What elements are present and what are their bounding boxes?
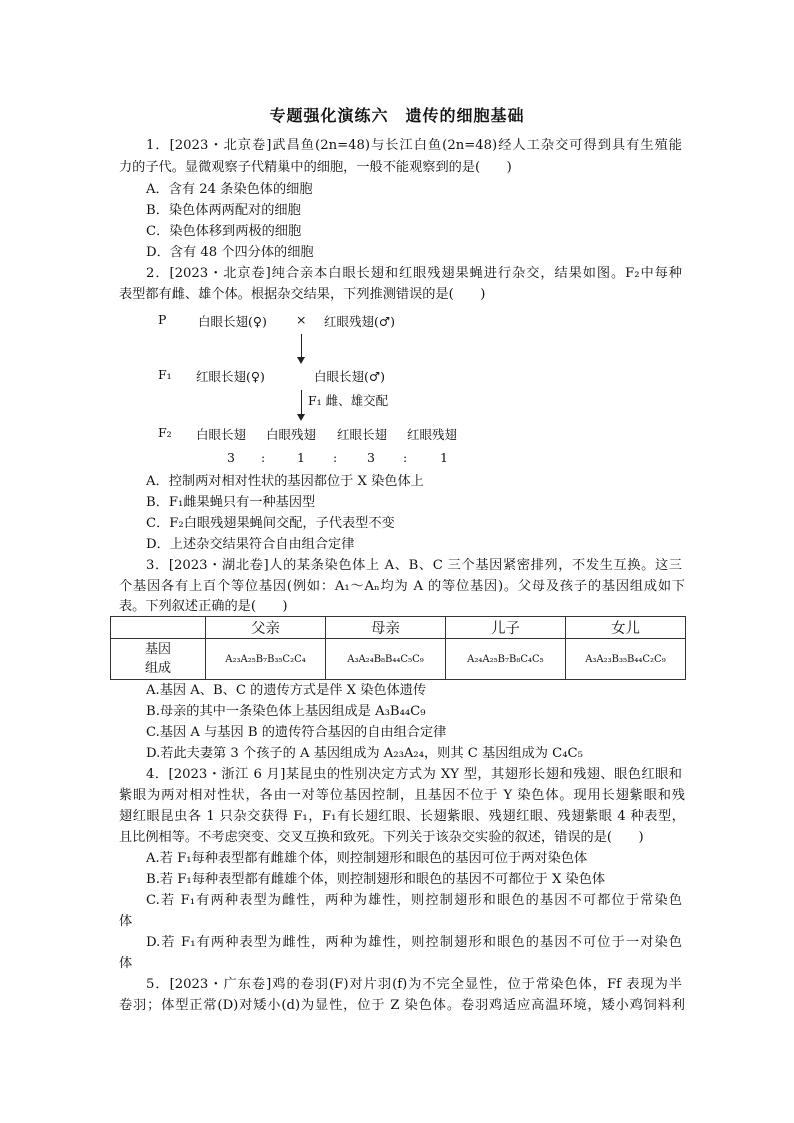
diagram-ratio-sep-2: : [333,450,338,465]
q4-option-a: A.若 F₁每种表型都有雌雄个体，则控制翅形和眼色的基因可位于两对染色体 [146,851,588,866]
cell-son-genotype: A₂₄A₂₅B₇B₈C₄C₅ [445,639,565,680]
q4-option-b: B.若 F₁每种表型都有雌雄个体，则控制翅形和眼色的基因不可都位于 X 染色体 [146,872,606,887]
q4-option-d-line1: D.若 F₁有两种表型为雌性，两种为雄性，则控制翅形和眼色的基因不可位于一对染色 [146,935,682,950]
diagram-p-female: 白眼长翅(♀) [198,314,267,329]
q4-option-c-line2: 体 [119,914,133,929]
table-row-label [111,639,206,680]
table-header-row [111,617,686,639]
genotype-table [110,616,686,680]
q4-option-c-line1: C.若 F₁有两种表型为雌性，两种为雄性，则控制翅形和眼色的基因不可都位于常染色 [146,893,682,908]
q1-option-d: D．含有 48 个四分体的细胞 [146,245,314,260]
diagram-arrow-head-2 [297,414,305,421]
q4-stem-line1: 4．[2023・浙江 6 月]某昆虫的性别决定方式为 XY 型，其翅形长翅和残翅、眼色红眼和 [146,767,682,782]
diagram-ratio-sep-3: : [403,450,408,465]
diagram-ratio-4: 1 [440,450,448,465]
q5-stem-line1: 5．[2023・广东卷]鸡的卷羽(F)对片羽(f)为不完全显性，位于常染色体，Ff 表现为半 [146,977,682,992]
cell-father-genotype: A₂₃A₂₅B₇B₃₅C₂C₄ [205,639,325,680]
diagram-arrow-head-1 [297,357,305,364]
q1-stem-line2: 力的子代。显微观察子代精巢中的细胞，一般不能观察到的是( ) [119,160,512,175]
diagram-ratio-3: 3 [367,450,375,465]
row-label-line1: 基因 [144,642,171,657]
diagram-f1-label: F₁ [158,367,172,382]
q1-option-b: B．染色体两两配对的细胞 [146,203,301,218]
table-header-empty [111,617,206,639]
table-header-mother: 母亲 [326,617,446,639]
q2-option-c: C．F₂白眼残翅果蝇间交配，子代表型不变 [146,516,395,531]
q4-option-d-line2: 体 [119,956,133,971]
diagram-arrow-line-1 [301,334,302,359]
q3-option-a: A.基因 A、B、C 的遗传方式是伴 X 染色体遗传 [146,683,427,698]
q2-option-d: D．上述杂交结果符合自由组合定律 [146,537,355,552]
row-label-line2: 组成 [144,661,171,676]
q3-stem-line2: 个基因各有上百个等位基因(例如：A₁～Aₙ均为 A 的等位基因)。父母及孩子的基因组成如下 [119,579,685,594]
q2-option-a: A．控制两对相对性状的基因都位于 X 染色体上 [146,474,424,489]
q4-stem-line4: 且比例相等。不考虑突变、交叉互换和致死。下列关于该杂交实验的叙述，错误的是( ) [119,830,644,845]
q1-option-a: A．含有 24 条染色体的细胞 [146,182,313,197]
page-title: 专题强化演练六 遗传的细胞基础 [269,106,525,125]
table-header-son: 儿子 [445,617,565,639]
cell-daughter-genotype: A₃A₂₃B₃₅B₄₄C₂C₉ [565,639,685,680]
diagram-f2-type-2: 白眼残翅 [266,427,317,442]
diagram-arrow-line-2 [301,390,302,416]
q5-stem-line2: 卷羽；体型正常(D)对矮小(d)为显性，位于 Z 染色体。卷羽鸡适应高温环境，矮小鸡饲料利 [119,998,685,1013]
q3-option-b: B.母亲的其中一条染色体上基因组成是 A₃B₄₄C₉ [146,704,426,719]
q2-stem-line1: 2．[2023・北京卷]纯合亲本白眼长翅和红眼残翅果蝇进行杂交，结果如图。F₂中每种 [146,266,682,281]
q3-option-d: D.若此夫妻第 3 个孩子的 A 基因组成为 A₂₃A₂₄，则其 C 基因组成为 C₄C₅ [146,746,583,761]
diagram-cross-symbol: × [296,312,307,327]
diagram-f2-type-3: 红眼长翅 [337,427,388,442]
q3-option-c: C.基因 A 与基因 B 的遗传符合基因的自由组合定律 [146,725,447,740]
q4-stem-line3: 翅红眼昆虫各 1 只杂交获得 F₁，F₁有长翅红眼、长翅紫眼、残翅红眼、残翅紫眼 4 种表型， [119,809,685,824]
table-row [111,639,686,680]
diagram-p-label: P [158,312,167,327]
q2-option-b: B．F₁雌果蝇只有一种基因型 [146,495,316,510]
diagram-ratio-1: 3 [227,450,235,465]
diagram-f1-male: 白眼长翅(♂) [314,369,385,384]
q3-stem-line3: 表。下列叙述正确的是( ) [119,599,288,614]
diagram-p-male: 红眼残翅(♂) [324,314,395,329]
diagram-f1-mating-note: F₁ 雌、雄交配 [308,393,389,408]
diagram-ratio-2: 1 [297,450,305,465]
table-header-father: 父亲 [205,617,325,639]
diagram-f2-label: F₂ [158,425,172,440]
q1-option-c: C．染色体移到两极的细胞 [146,224,302,239]
cell-mother-genotype: A₃A₂₄B₈B₄₄C₅C₉ [326,639,446,680]
table-header-daughter: 女儿 [565,617,685,639]
q1-stem-line1: 1．[2023・北京卷]武昌鱼(2n=48)与长江白鱼(2n=48)经人工杂交可得到具有生殖能 [146,138,682,153]
q2-stem-line2: 表型都有雌、雄个体。根据杂交结果，下列推测错误的是( ) [119,287,486,302]
diagram-f1-female: 红眼长翅(♀) [196,369,265,384]
q3-stem-line1: 3．[2023・湖北卷]人的某条染色体上 A、B、C 三个基因紧密排列，不发生互换。这三 [146,558,682,573]
diagram-f2-type-1: 白眼长翅 [196,427,247,442]
diagram-ratio-sep-1: : [261,450,266,465]
diagram-f2-type-4: 红眼残翅 [407,427,458,442]
q4-stem-line2: 紫眼为两对相对性状，各由一对等位基因控制，且基因不位于 Y 染色体。现用长翅紫眼和残 [119,788,685,803]
